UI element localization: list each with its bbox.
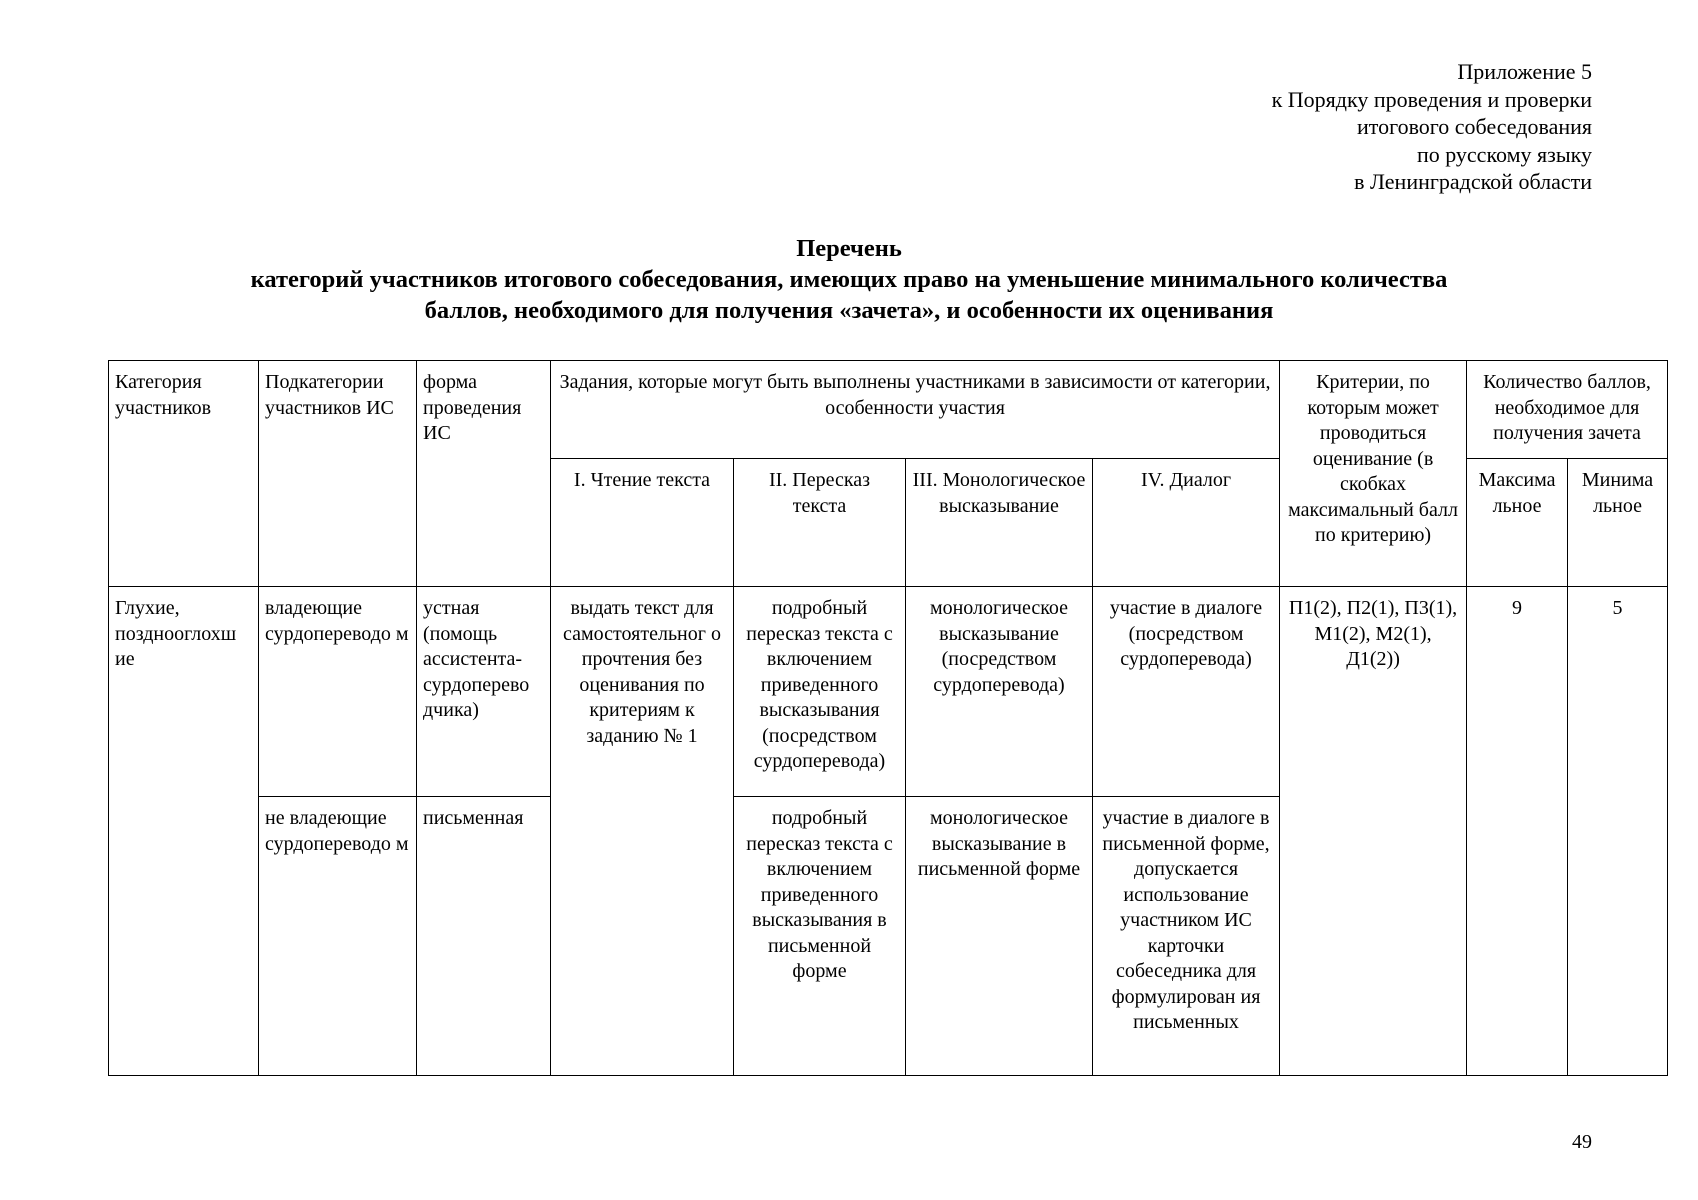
- row-criteria: П1(2), П2(1), П3(1), М1(2), М2(1), Д1(2)): [1280, 587, 1467, 1076]
- row-task-4: участие в диалоге (посредством сурдоперевода): [1093, 587, 1280, 797]
- header-points: Количество баллов, необходимое для получения зачета: [1467, 361, 1668, 459]
- row-task-1: выдать текст для самостоятельног о прочтения без оценивания по критериям к заданию № 1: [551, 587, 734, 1076]
- row-subcategory: владеющие сурдопереводо м: [259, 587, 417, 797]
- row-category: Глухие, позднооглохш ие: [109, 587, 259, 1076]
- row-subcategory: не владеющие сурдопереводо м: [259, 797, 417, 1076]
- categories-table: [108, 360, 1668, 1076]
- appendix-line: по русскому языку: [1416, 141, 1592, 167]
- row-max: 9: [1467, 587, 1568, 1076]
- appendix-line: в Ленинградской области: [1354, 169, 1592, 194]
- row-form: устная (помощь ассистента-сурдоперево дчика): [417, 587, 551, 797]
- header-min: Минима льное: [1568, 459, 1668, 587]
- appendix-header: [1272, 58, 1592, 196]
- header-task-4: IV. Диалог: [1093, 459, 1280, 587]
- appendix-line: к Порядку проведения и проверки: [1271, 86, 1592, 112]
- header-category: Категория участников: [109, 361, 259, 587]
- header-form: форма проведения ИС: [417, 361, 551, 587]
- header-task-1: I. Чтение текста: [551, 459, 734, 587]
- title-line-1: Перечень: [796, 235, 902, 262]
- header-task-3: III. Монологическое высказывание: [906, 459, 1093, 587]
- row-task-2: подробный пересказ текста с включением приведенного высказывания в письменной форме: [734, 797, 906, 1076]
- row-form: письменная: [417, 797, 551, 1076]
- title-line-3: баллов, необходимого для получения «зачета», и особенности их оценивания: [424, 297, 1274, 324]
- row-task-2: подробный пересказ текста с включением приведенного высказывания (посредством сурдоперевода): [734, 587, 906, 797]
- page-number: 49: [1572, 1131, 1592, 1153]
- header-task-2: II. Пересказ текста: [734, 459, 906, 587]
- header-tasks: Задания, которые могут быть выполнены участниками в зависимости от категории, особенности участия: [551, 361, 1280, 459]
- appendix-line: итогового собеседования: [1357, 114, 1592, 139]
- document-title: [108, 233, 1590, 326]
- row-task-3: монологическое высказывание в письменной форме: [906, 797, 1093, 1076]
- title-line-2: категорий участников итогового собеседования, имеющих право на уменьшение минимального количества: [250, 266, 1448, 293]
- header-max: Максима льное: [1467, 459, 1568, 587]
- row-task-3: монологическое высказывание (посредством сурдоперевода): [906, 587, 1093, 797]
- table-row: [109, 587, 1668, 797]
- row-task-4: участие в диалоге в письменной форме, допускается использование участником ИС карточки собеседника для формулирован ия письменных: [1093, 797, 1280, 1076]
- appendix-line: Приложение 5: [1457, 59, 1592, 84]
- header-criteria: Критерии, по которым может проводиться оценивание (в скобках максимальный балл по критерию): [1280, 361, 1467, 587]
- header-subcategory: Подкатегории участников ИС: [259, 361, 417, 587]
- row-min: 5: [1568, 587, 1668, 1076]
